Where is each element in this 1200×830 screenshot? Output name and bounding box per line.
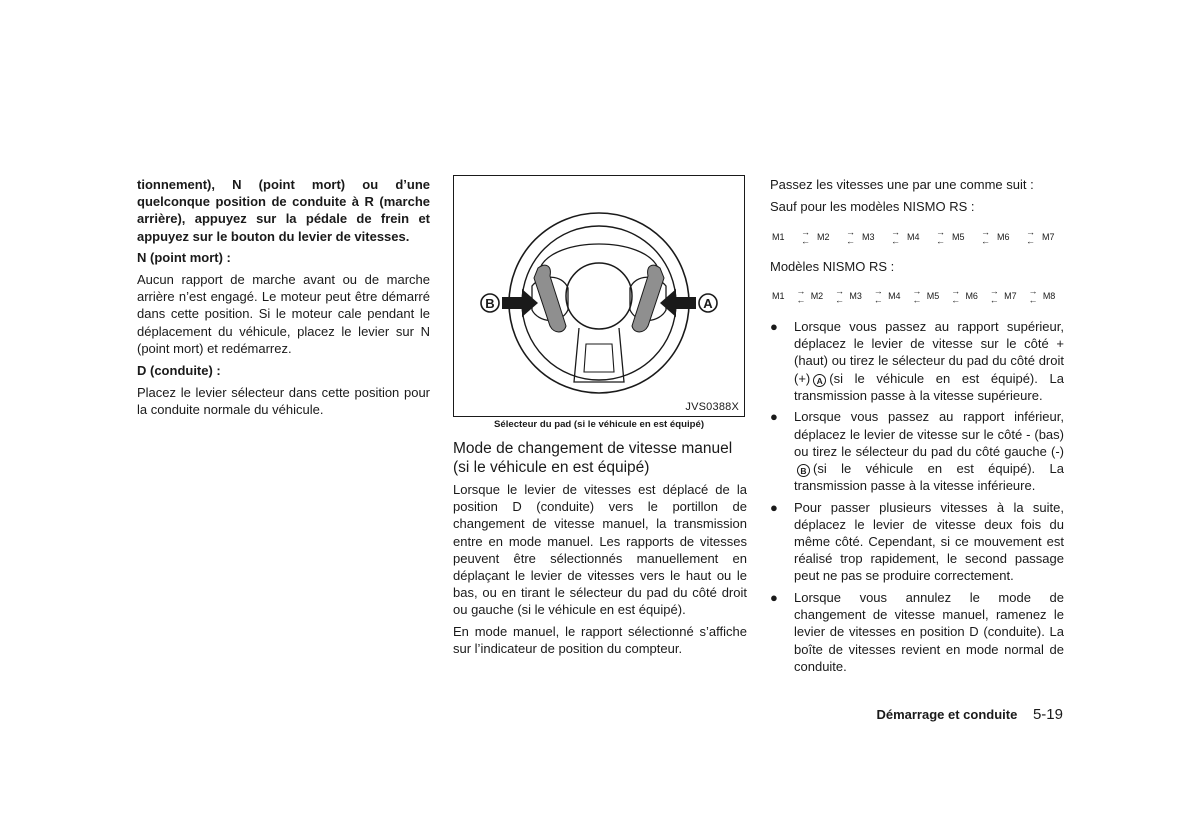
upshift-arrow-icon: → [846,227,855,237]
shift-arrows [974,225,997,249]
except-nismo-label: Sauf pour les modèles NISMO RS : [770,198,975,214]
d-heading: D (conduite) : [137,363,221,379]
manual-mode-paragraph: Lorsque le levier de vitesses est déplacé de la position D (conduite) vers le portillon de changement de vitesse manuel, la transmission entre en mode manuel. Les rapports de vitesses peuvent être sélectionnés manuellement en déplaçant le levier de vitesses vers le haut ou le bas, ou en tirant le sélecteur du pad du côté droit ou gauche (si le véhicule en est équipé). [453,482,747,618]
upshift-arrow-icon: → [951,286,961,296]
downshift-arrow-icon: ← [1026,236,1035,246]
downshift-arrow-icon: ← [801,236,810,246]
shift-arrows [1023,284,1043,308]
d-paragraph: Placez le levier sélecteur dans cette position pour la conduite normale du véhicule. [137,384,430,417]
gear-label: M2 [810,291,824,301]
downshift-arrow-icon: ← [835,295,845,305]
gear-label: M5 [926,291,940,301]
downshift-arrow-icon: ← [846,236,855,246]
nismo-label: Modèles NISMO RS : [770,259,895,274]
gear-label: M6 [997,232,1010,242]
bullet-item: ● Lorsque vous passez au rapport inférieur, déplacez le levier de vitesse sur le côté - (bas) ou tirez le sélecteur du pad du côté gauche (-)B (si le véhicule en est équipé). La transmission passe à la vitesse inférieure. [770,409,1064,494]
gear-label: M1 [772,232,785,242]
gear-sequence-nismo [772,284,1062,308]
figure-code: JVS0388X [685,401,739,413]
steering-wheel-illustration [454,176,744,416]
upshift-arrow-icon: → [891,227,900,237]
bullet-dot-icon: ● [770,499,778,515]
gear-label: M4 [888,291,901,301]
upshift-arrow-icon: → [796,286,806,296]
upshift-arrow-icon: → [912,286,922,296]
bullet-item: ● Lorsque vous annulez le mode de changement de vitesse manuel, ramenez le levier de vitesses en position D (conduite). La boîte de vitesses revient en mode normal de conduite. [770,589,1064,674]
shift-arrows [839,225,862,249]
upshift-arrow-icon: → [981,227,990,237]
downshift-arrow-icon: ← [936,236,945,246]
shift-intro: Passez les vitesses une par une comme suit : [770,177,1034,192]
shift-arrows [1019,225,1042,249]
downshift-arrow-icon: ← [912,295,922,305]
bullet-dot-icon: ● [770,409,778,425]
gear-label: M1 [772,291,785,301]
gear-label: M8 [1042,291,1056,301]
n-paragraph: Aucun rapport de marche avant ou de marche arrière n’est engagé. Le moteur peut être démarré dans cette position. Si le moteur cale pendant le déplacement du véhicule, placez le levier sur N (point mort) et redémarrez. [137,272,430,356]
downshift-arrow-icon: ← [1028,295,1038,305]
bullet-list-block [770,318,1064,679]
shift-arrows [868,284,888,308]
gear-label: M3 [849,291,862,301]
shift-arrows [791,284,811,308]
shift-arrows [907,284,927,308]
upshift-arrow-icon: → [989,286,999,296]
bullet-dot-icon: ● [770,319,778,334]
upshift-arrow-icon: → [936,227,945,237]
shift-arrows [929,225,952,249]
nismo-label-block [770,258,1064,275]
gear-label: M4 [907,232,920,242]
gear-label: M6 [965,291,978,301]
right-column [770,176,1064,215]
bullet-dot-icon: ● [770,589,778,605]
upshift-arrow-icon: → [873,286,883,296]
upshift-arrow-icon: → [835,286,845,296]
shift-arrows [830,284,850,308]
label-b: B [485,296,495,311]
page-footer [876,706,1063,724]
downshift-arrow-icon: ← [873,295,883,305]
shift-arrows [794,225,817,249]
intro-paragraph: tionnement), N (point mort) ou d’une quelconque position de conduite à R (marche arrière), appuyez sur la pédale de frein et appuyez sur le bouton du levier de vitesses. [137,177,430,244]
manual-display-paragraph: En mode manuel, le rapport sélectionné s’affiche sur l’indicateur de position du compteur. [453,624,747,657]
downshift-arrow-icon: ← [989,295,999,305]
shift-arrows [884,225,907,249]
downshift-arrow-icon: ← [981,236,990,246]
gear-label: M3 [862,232,875,242]
figure-caption: Sélecteur du pad (si le véhicule en est équipé) [493,419,705,430]
gear-label: M7 [1042,232,1055,242]
gear-label: M2 [817,232,830,242]
downshift-arrow-icon: ← [951,295,961,305]
downshift-arrow-icon: ← [796,295,806,305]
upshift-arrow-icon: → [1028,286,1038,296]
gear-sequence-standard [772,225,1064,249]
circled-letter-icon: B [797,464,810,477]
gear-label: M5 [952,232,965,242]
footer-section-title: Démarrage et conduite [876,707,1018,722]
bullet-item: ● Lorsque vous passez au rapport supérieur, déplacez le levier de vitesse sur le côté + (haut) ou tirez le sélecteur du pad du côté droit (+) A (si le véhicule en est équipé). La transmission passe à la vitesse supérieure. [770,319,1064,403]
shift-arrows [984,284,1004,308]
n-heading: N (point mort) : [137,250,231,266]
label-a: A [703,296,713,311]
steering-wheel-figure [453,175,745,417]
section-title: Mode de changement de vitesse manuel (si le véhicule en est équipé) [453,440,733,476]
upshift-arrow-icon: → [801,227,810,237]
gear-label: M7 [1004,291,1017,301]
shift-arrows [946,284,966,308]
bullet-item: ● Pour passer plusieurs vitesses à la suite, déplacez le levier de vitesse deux fois du même côté. Cependant, si ce mouvement est réalisé trop rapidement, le second passage peut ne pas se produire correctement. [770,499,1064,584]
bullet-list [770,318,1064,675]
page-number: 5-19 [1032,706,1063,723]
middle-column [453,440,747,658]
left-column [137,176,430,418]
upshift-arrow-icon: → [1026,227,1035,237]
circled-letter-icon: A [813,374,826,387]
downshift-arrow-icon: ← [891,236,900,246]
